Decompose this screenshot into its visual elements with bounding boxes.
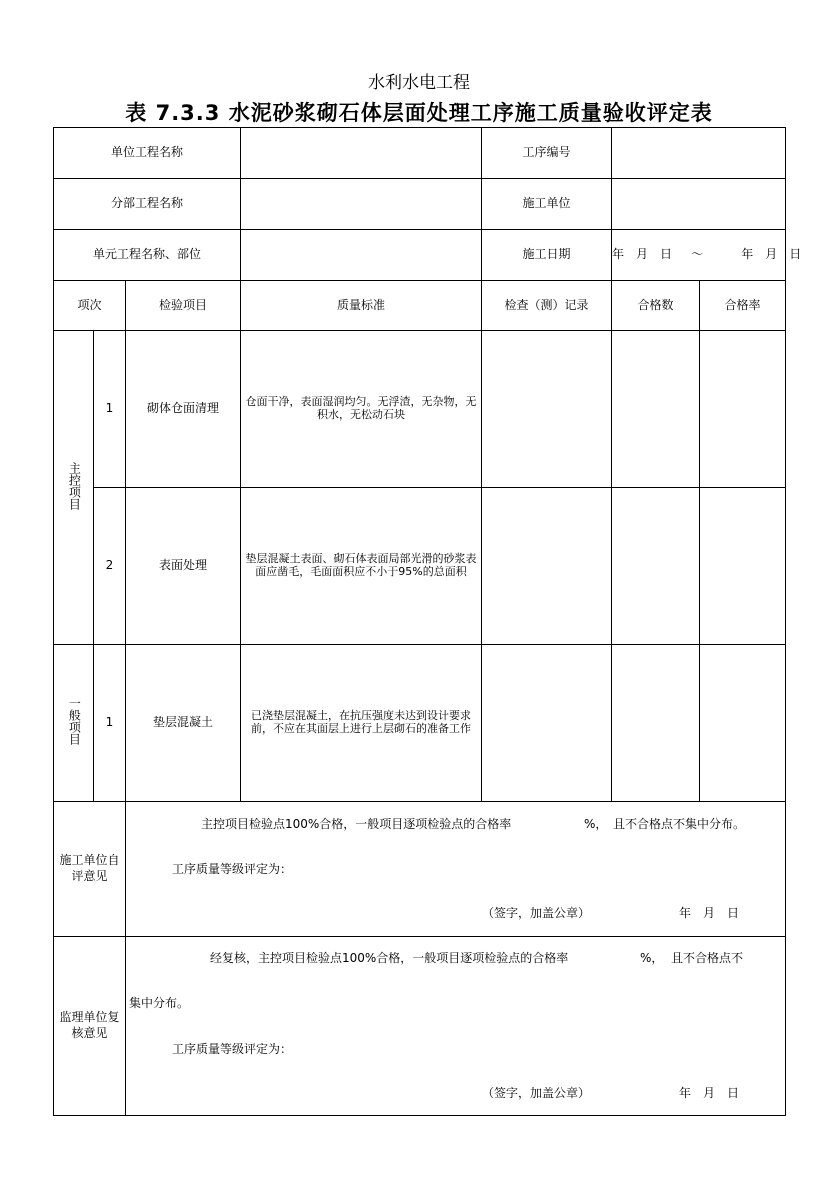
sup-line1-d: 集中分布。 bbox=[129, 996, 190, 1010]
self-assessment-label: 施工单位自评意见 bbox=[54, 802, 126, 937]
item-name: 砌体仓面清理 bbox=[126, 331, 241, 488]
item-record[interactable] bbox=[482, 488, 612, 645]
col-pass-rate: 合格率 bbox=[700, 281, 786, 331]
date-end: 年 月 日 bbox=[741, 247, 802, 262]
unit-project-label: 单位工程名称 bbox=[54, 128, 241, 179]
self-line1-b: %， bbox=[584, 817, 608, 831]
item-pass-count[interactable] bbox=[612, 331, 700, 488]
date-start: 年 月 日 bbox=[612, 247, 673, 262]
item-record[interactable] bbox=[482, 645, 612, 802]
contractor-label: 施工单位 bbox=[482, 179, 612, 230]
item-standard: 已浇垫层混凝土，在抗压强度未达到设计要求前，不应在其面层上进行上层砌石的准备工作 bbox=[241, 645, 482, 802]
process-no-value[interactable] bbox=[612, 128, 786, 179]
item-standard: 垫层混凝土表面、砌石体表面局部光滑的砂浆表面应凿毛，毛面面积应不小于95%的总面积 bbox=[241, 488, 482, 645]
main-control-label: 主控项目 bbox=[54, 331, 94, 645]
col-quality-standard: 质量标准 bbox=[241, 281, 482, 331]
sup-line1-a: 经复核，主控项目检验点100%合格，一般项目逐项检验点的合格率 bbox=[210, 951, 569, 965]
general-label: 一般项目 bbox=[54, 645, 94, 802]
item-name: 表面处理 bbox=[126, 488, 241, 645]
item-pass-rate[interactable] bbox=[700, 488, 786, 645]
evaluation-table bbox=[53, 127, 802, 1116]
item-no: 1 bbox=[94, 645, 126, 802]
item-name: 垫层混凝土 bbox=[126, 645, 241, 802]
col-inspection-item: 检验项目 bbox=[126, 281, 241, 331]
unit-project-value[interactable] bbox=[241, 128, 482, 179]
item-no: 2 bbox=[94, 488, 126, 645]
sup-line1-b: %， bbox=[640, 951, 664, 965]
item-pass-rate[interactable] bbox=[700, 645, 786, 802]
sup-line1-c: 且不合格点不 bbox=[671, 951, 744, 965]
sub-project-value[interactable] bbox=[241, 179, 482, 230]
date-separator: ～ bbox=[691, 247, 704, 262]
self-date: 年 月 日 bbox=[679, 906, 740, 920]
date-label: 施工日期 bbox=[482, 230, 612, 281]
col-pass-count: 合格数 bbox=[612, 281, 700, 331]
item-pass-count[interactable] bbox=[612, 645, 700, 802]
table-row bbox=[54, 331, 786, 488]
table-row bbox=[54, 488, 786, 645]
item-standard: 仓面干净，表面湿润均匀。无浮渣，无杂物，无积水，无松动石块 bbox=[241, 331, 482, 488]
self-line2: 工序质量等级评定为： bbox=[172, 862, 293, 876]
element-value[interactable] bbox=[241, 230, 482, 281]
col-record: 检查（测）记录 bbox=[482, 281, 612, 331]
sub-project-label: 分部工程名称 bbox=[54, 179, 241, 230]
supervision-label: 监理单位复核意见 bbox=[54, 937, 126, 1116]
sup-line2: 工序质量等级评定为： bbox=[172, 1042, 293, 1056]
element-label: 单元工程名称、部位 bbox=[54, 230, 241, 281]
subtitle: 水利水电工程 bbox=[368, 73, 470, 93]
item-record[interactable] bbox=[482, 331, 612, 488]
sup-sign: （签字，加盖公章） bbox=[482, 1086, 591, 1100]
supervision-content[interactable] bbox=[126, 937, 786, 1116]
self-assessment-content[interactable] bbox=[126, 802, 786, 937]
item-no: 1 bbox=[94, 331, 126, 488]
self-line1-c: 且不合格点不集中分布。 bbox=[613, 817, 746, 831]
item-pass-count[interactable] bbox=[612, 488, 700, 645]
date-range[interactable] bbox=[612, 230, 802, 281]
table-row bbox=[54, 645, 786, 802]
contractor-value[interactable] bbox=[612, 179, 786, 230]
self-sign: （签字，加盖公章） bbox=[482, 906, 591, 920]
col-item-no: 项次 bbox=[54, 281, 126, 331]
sup-date: 年 月 日 bbox=[679, 1086, 740, 1100]
item-pass-rate[interactable] bbox=[700, 331, 786, 488]
process-no-label: 工序编号 bbox=[482, 128, 612, 179]
self-line1-a: 主控项目检验点100%合格，一般项目逐项检验点的合格率 bbox=[201, 817, 512, 831]
page-title: 表 7.3.3 水泥砂浆砌石体层面处理工序施工质量验收评定表 bbox=[125, 101, 713, 125]
